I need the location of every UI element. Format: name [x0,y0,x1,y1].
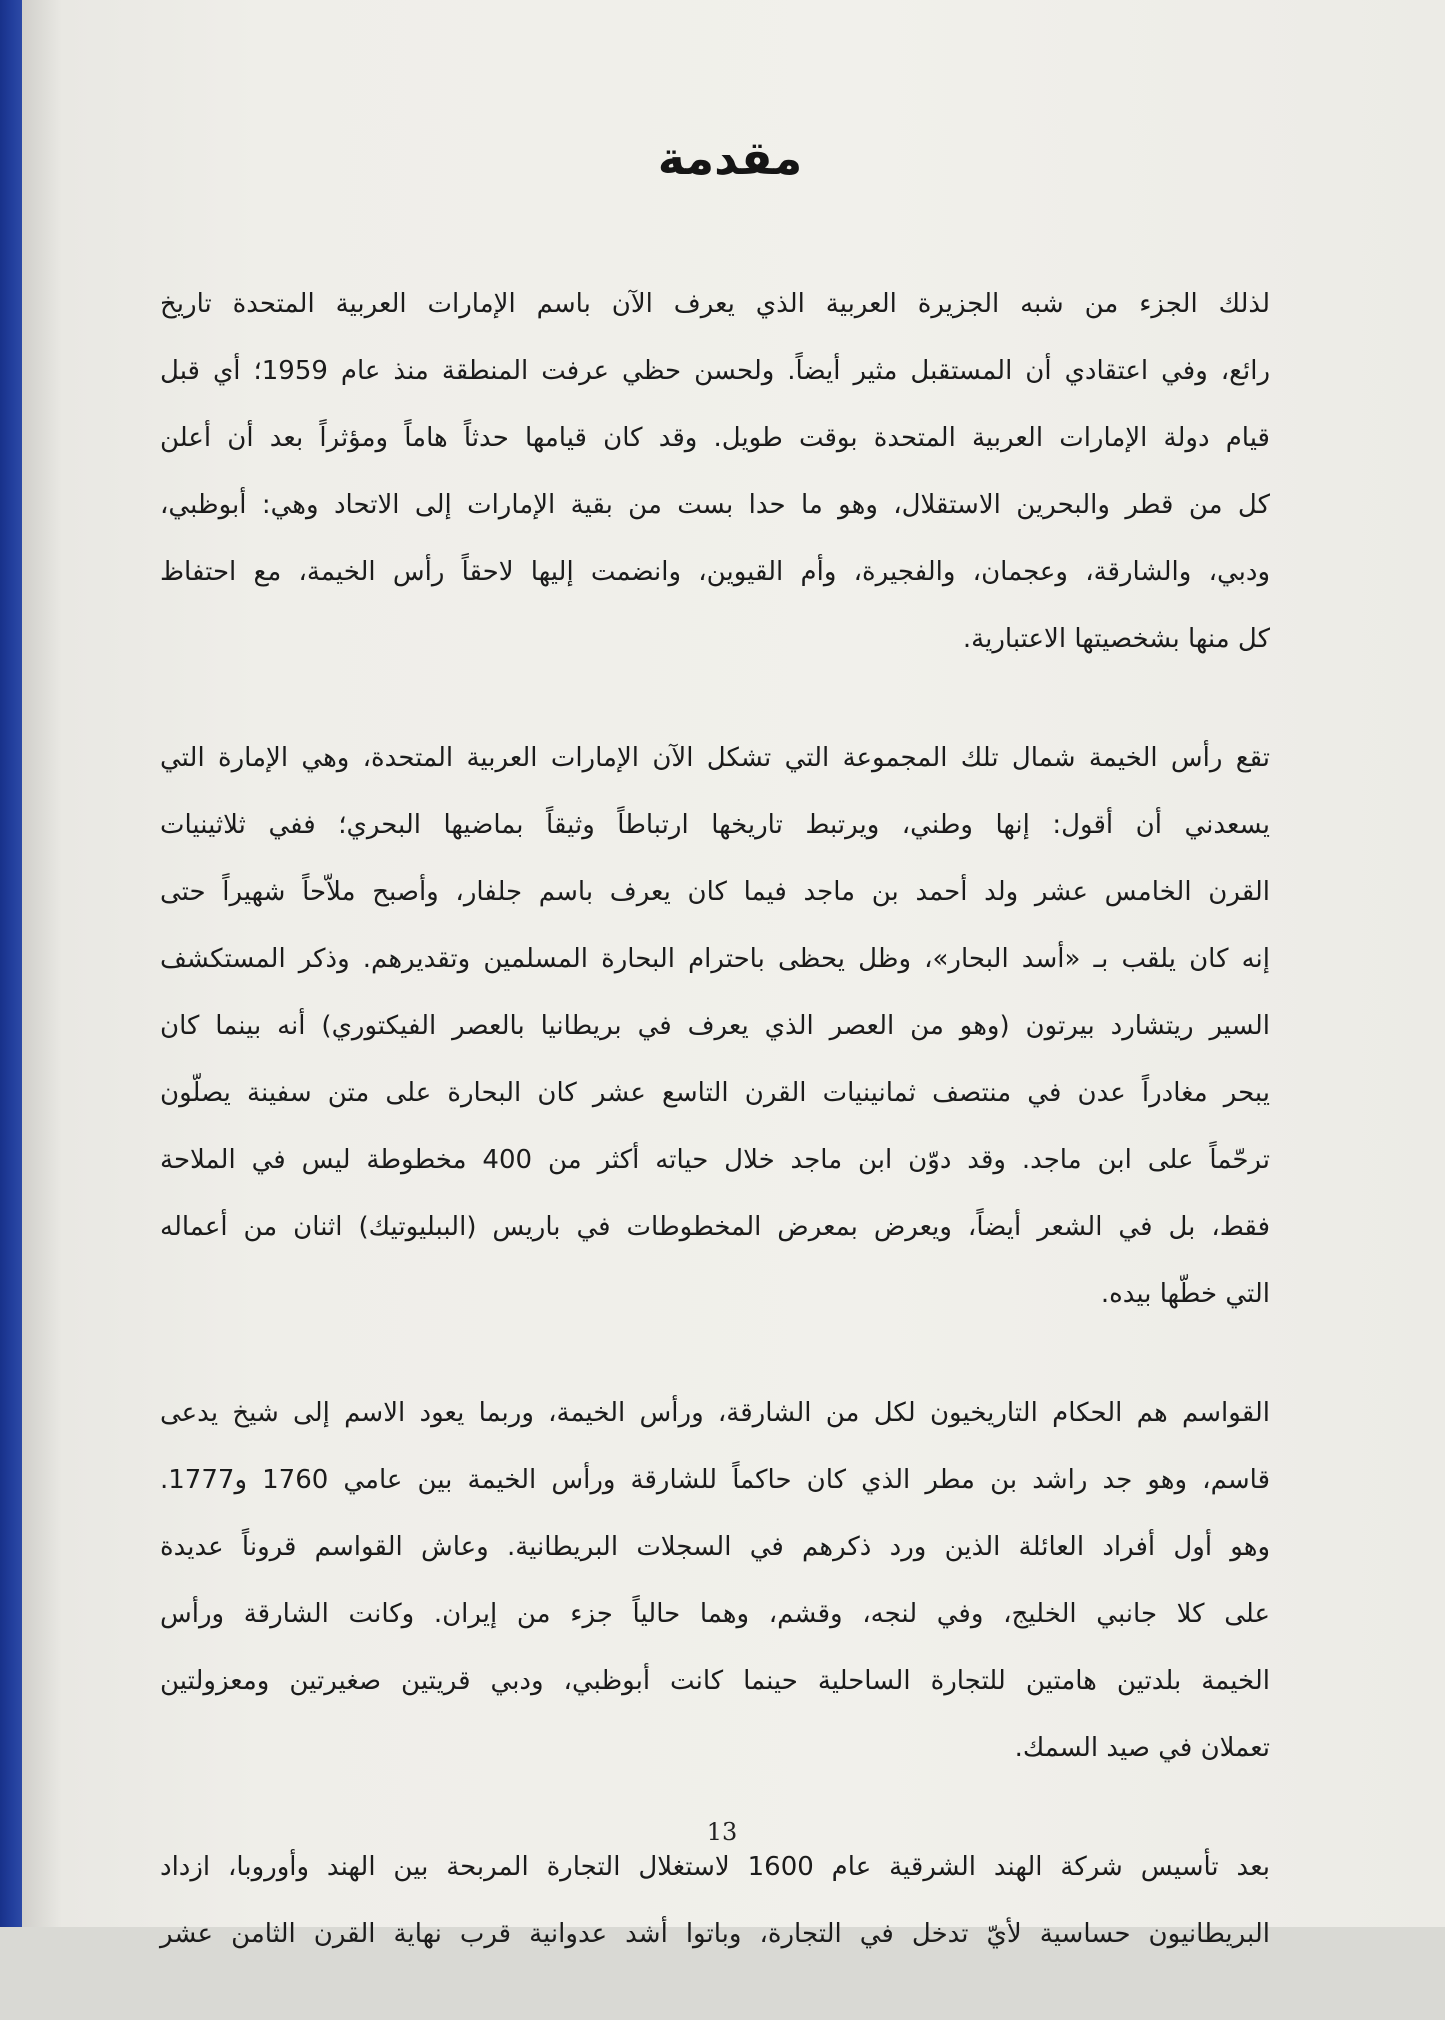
paragraph-1 [160,271,1270,673]
text-line: وهو أول أفراد العائلة الذين ورد ذكرهم في السجلات البريطانية. وعاش القواسم قروناً عديدة [160,1532,1270,1562]
text-line: السير ريتشارد بيرتون (وهو من العصر الذي يعرف في بريطانيا بالعصر الفيكتوري) أنه بينما كان [160,1011,1270,1041]
text-line: ودبي، والشارقة، وعجمان، والفجيرة، وأم القيوين، وانضمت إليها لاحقاً رأس الخيمة، مع احتفاظ [160,557,1270,587]
text-line: القواسم هم الحكام التاريخيون لكل من الشارقة، ورأس الخيمة، وربما يعود الاسم إلى شيخ يدعى [160,1398,1270,1428]
text-line: التي خطّها بيده. [1100,1279,1270,1309]
page-number: 13 [706,1818,738,1846]
paragraph-4 [160,1834,1270,1968]
text-line: القرن الخامس عشر ولد أحمد بن ماجد فيما كان يعرف باسم جلفار، وأصبح ملاّحاً شهيراً حتى [160,877,1270,907]
page-gutter-shadow [22,0,62,1927]
text-line: البريطانيون حساسية لأيّ تدخل في التجارة، وباتوا أشد عدوانية قرب نهاية القرن الثامن عشر [160,1919,1270,1949]
chapter-title: مقدمة [657,131,803,185]
text-line: كل من قطر والبحرين الاستقلال، وهو ما حدا بست من بقية الإمارات إلى الاتحاد وهي: أبوظبي، [160,490,1270,520]
paragraph-2 [160,725,1270,1328]
text-line: لذلك الجزء من شبه الجزيرة العربية الذي يعرف الآن باسم الإمارات العربية المتحدة تاريخ [160,289,1270,319]
text-line: قيام دولة الإمارات العربية المتحدة بوقت طويل. وقد كان قيامها حدثاً هاماً ومؤثراً بعد أن أعلن [160,423,1270,453]
text-line: كل منها بشخصيتها الاعتبارية. [962,624,1270,654]
text-line: يبحر مغادراً عدن في منتصف ثمانينيات القرن التاسع عشر كان البحارة على متن سفينة يصلّون [160,1078,1270,1108]
text-line: تعملان في صيد السمك. [1014,1733,1270,1763]
text-line: ترحّماً على ابن ماجد. وقد دوّن ابن ماجد خلال حياته أكثر من 400 مخطوطة ليس في الملاحة [160,1145,1270,1175]
text-line: قاسم، وهو جد راشد بن مطر الذي كان حاكماً للشارقة ورأس الخيمة بين عامي 1760 و1777. [160,1465,1271,1495]
text-line: إنه كان يلقب بـ «أسد البحار»، وظل يحظى باحترام البحارة المسلمين وتقديرهم. وذكر المستكشف [160,944,1270,974]
body-text [160,271,1270,2020]
text-line: رائع، وفي اعتقادي أن المستقبل مثير أيضاً. ولحسن حظي عرفت المنطقة منذ عام 1959؛ أي قبل [160,356,1270,386]
blue-binding-edge [0,0,22,1927]
text-line: فقط، بل في الشعر أيضاً، ويعرض بمعرض المخطوطات في باريس (الببليوتيك) اثنان من أعماله [160,1212,1270,1242]
text-line: يسعدني أن أقول: إنها وطني، ويرتبط تاريخها ارتباطاً وثيقاً بماضيها البحري؛ ففي ثلاثينيات [160,810,1270,840]
text-line: الخيمة بلدتين هامتين للتجارة الساحلية حينما كانت أبوظبي، ودبي قريتين صغيرتين ومعزولتين [160,1666,1270,1696]
text-line: تقع رأس الخيمة شمال تلك المجموعة التي تشكل الآن الإمارات العربية المتحدة، وهي الإمارة التي [160,743,1270,773]
paragraph-3 [160,1380,1270,1782]
text-line: بعد تأسيس شركة الهند الشرقية عام 1600 لاستغلال التجارة المربحة بين الهند وأوروبا، ازداد [160,1852,1270,1882]
text-line: على كلا جانبي الخليج، وفي لنجه، وقشم، وهما حالياً جزء من إيران. وكانت الشارقة ورأس [160,1599,1270,1629]
